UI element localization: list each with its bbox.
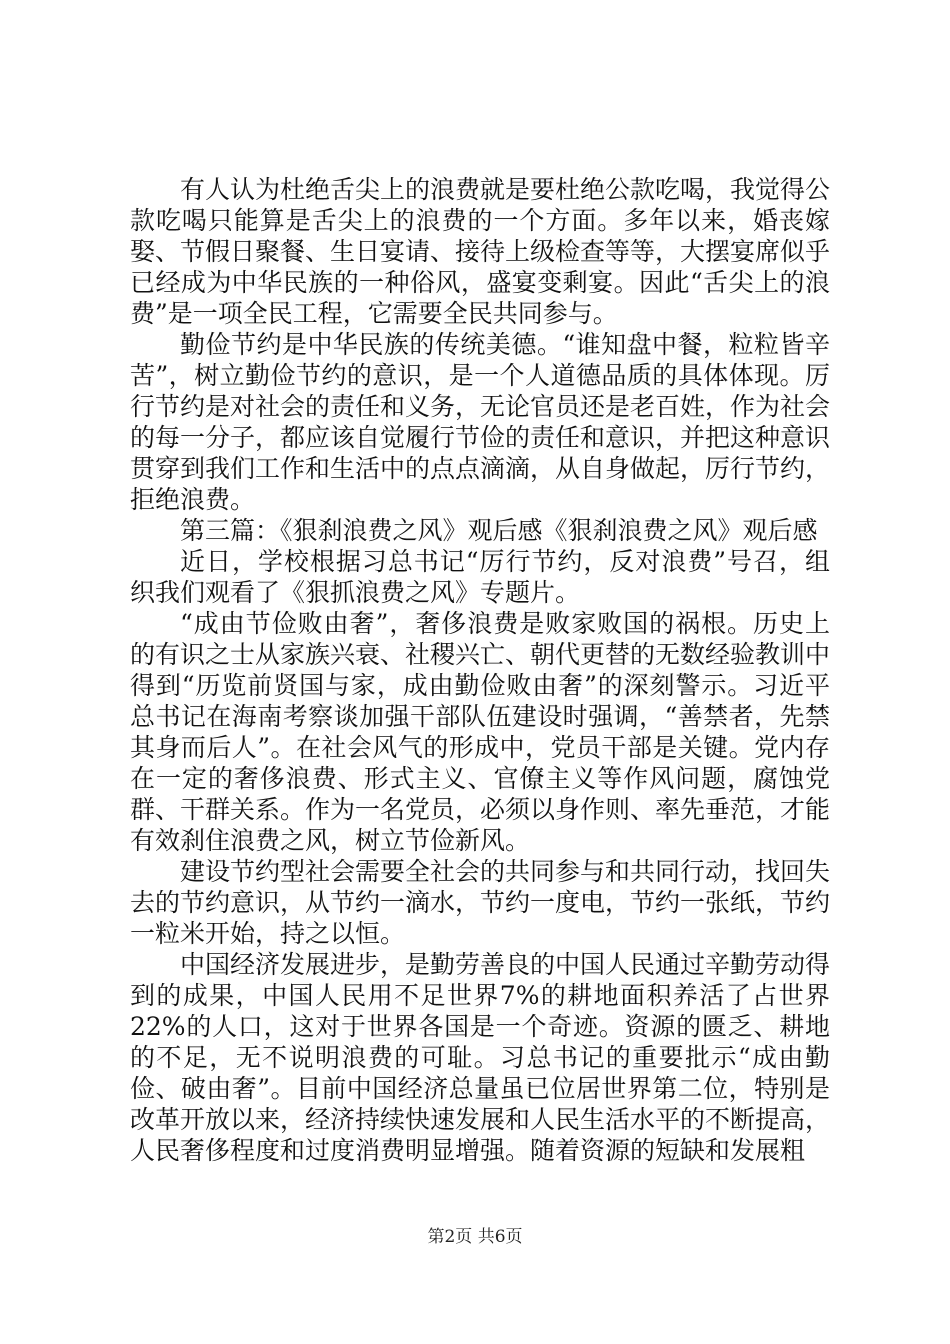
paragraph-2: 勤俭节约是中华民族的传统美德。“谁知盘中餐，粒粒皆辛苦”，树立勤俭节约的意识，是一个人道德品质的具体体现。厉行节约是对社会的责任和义务，无论官员还是老百姓，作为社会的每一分子，都应该自觉履行节俭的责任和意识，并把这种意识贯穿到我们工作和生活中的点点滴滴，从自身做起，厉行节约，拒绝浪费。 xyxy=(130,330,831,514)
paragraph-3: 近日，学校根据习总书记“厉行节约，反对浪费”号召，组织我们观看了《狠抓浪费之风》专题片。 xyxy=(130,547,830,607)
paragraph-1: 有人认为杜绝舌尖上的浪费就是要杜绝公款吃喝，我觉得公款吃喝只能算是舌尖上的浪费的一个方面。多年以来，婚丧嫁娶、节假日聚餐、生日宴请、接待上级检查等等，大摆宴席似乎已经成为中华民族的一种俗风，盛宴变剩宴。因此“舌尖上的浪费”是一项全民工程，它需要全民共同参与。 xyxy=(130,175,831,328)
paragraph-5: 建设节约型社会需要全社会的共同参与和共同行动，找回失去的节约意识，从节约一滴水，节约一度电，节约一张纸，节约一粒米开始，持之以恒。 xyxy=(130,857,831,948)
paragraph-6: 中国经济发展进步，是勤劳善良的中国人民通过辛勤劳动得到的成果，中国人民用不足世界7%的耕地面积养活了占世界22%的人口，这对于世界各国是一个奇迹。资源的匮乏、耕地的不足，无不说明浪费的可耻。习总书记的重要批示“成由勤俭、破由奢”。目前中国经济总量虽已位居世界第二位，特别是改革开放以来，经济持续快速发展和人民生活水平的不断提高，人民奢侈程度和过度消费明显增强。随着资源的短缺和发展粗 xyxy=(130,950,831,1165)
section-heading: 第三篇：《狠刹浪费之风》观后感《狠刹浪费之风》观后感 xyxy=(180,516,818,545)
paragraph-4: “成由节俭败由奢”，奢侈浪费是败家败国的祸根。历史上的有识之士从家族兴衰、社稷兴亡、朝代更替的无数经验教训中得到“历览前贤国与家，成由勤俭败由奢”的深刻警示。习近平总书记在海南考察谈加强干部队伍建设时强调，“善禁者，先禁其身而后人”。在社会风气的形成中，党员干部是关键。党内存在一定的奢侈浪费、形式主义、官僚主义等作风问题，腐蚀党群、干群关系。作为一名党员，必须以身作则、率先垂范，才能有效刹住浪费之风，树立节俭新风。 xyxy=(130,609,831,855)
page-footer: 第2页 共6页 xyxy=(427,1227,523,1247)
body-text xyxy=(130,174,830,1166)
